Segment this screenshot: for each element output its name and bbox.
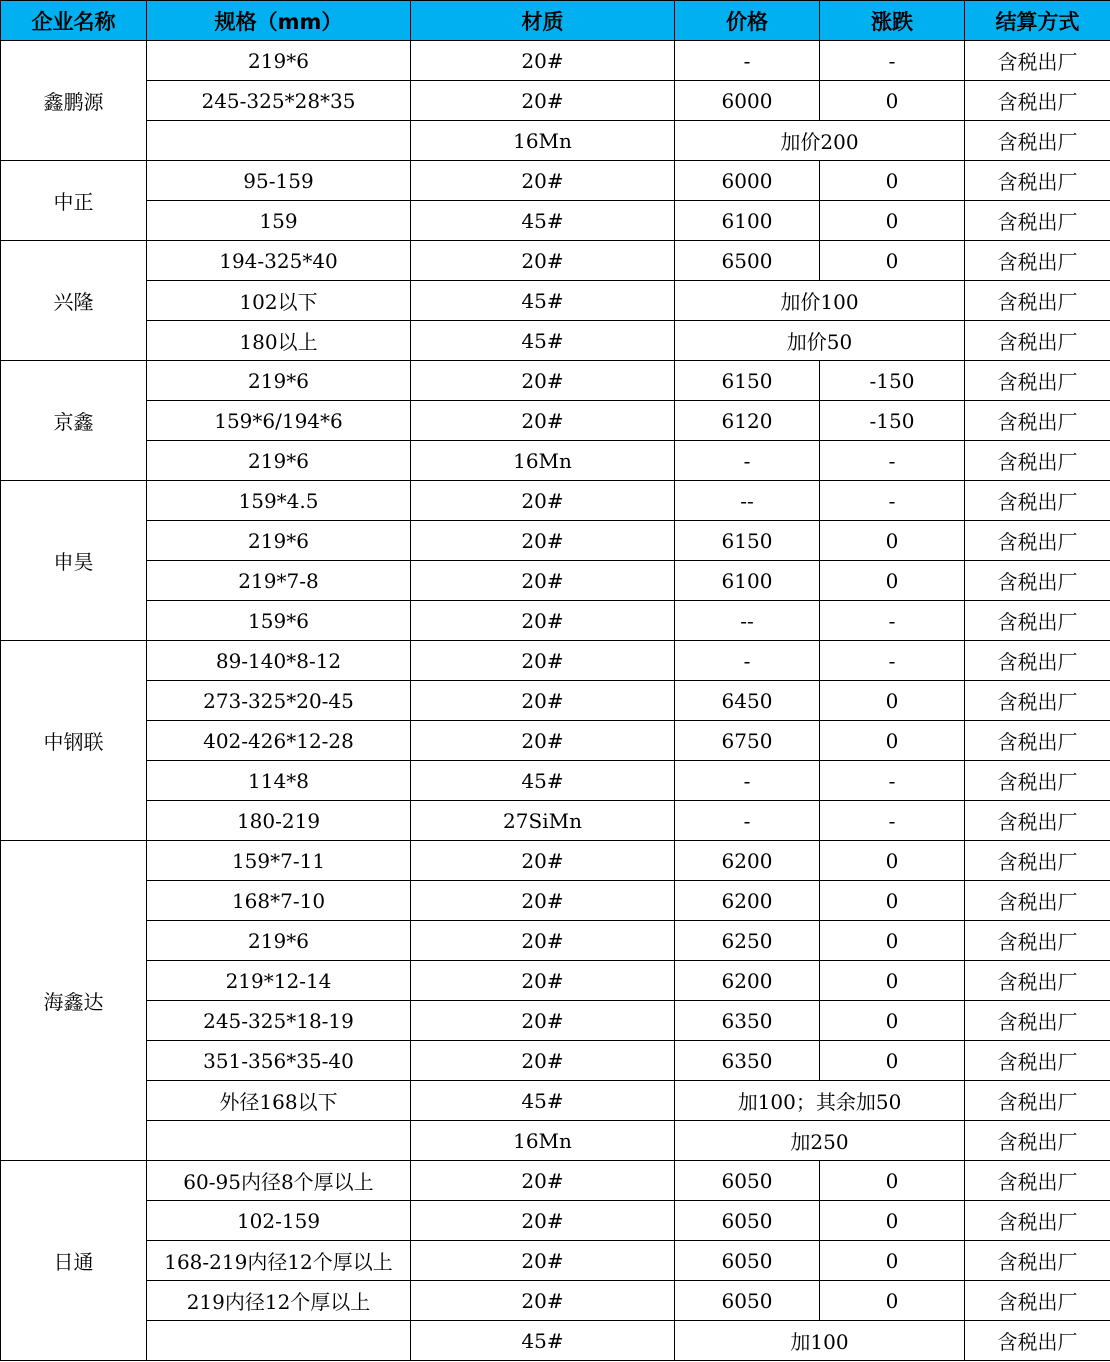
price-cell: - <box>675 641 820 681</box>
settlement-cell: 含税出厂 <box>965 121 1110 161</box>
price-note-cell: 加100 <box>675 1321 965 1361</box>
material-cell: 20# <box>411 561 675 601</box>
table-row <box>1 1081 1110 1121</box>
spec-cell: 245-325*18-19 <box>147 1001 411 1041</box>
price-cell: 6350 <box>675 1001 820 1041</box>
change-cell: -150 <box>820 401 965 441</box>
price-cell: - <box>675 801 820 841</box>
header-company: 企业名称 <box>1 1 147 41</box>
settlement-cell: 含税出厂 <box>965 1081 1110 1121</box>
table-row <box>1 1241 1110 1281</box>
table-row <box>1 641 1110 681</box>
spec-cell: 245-325*28*35 <box>147 81 411 121</box>
header-settlement: 结算方式 <box>965 1 1110 41</box>
table-row <box>1 1321 1110 1361</box>
settlement-cell: 含税出厂 <box>965 801 1110 841</box>
spec-cell: 219*6 <box>147 361 411 401</box>
table-row <box>1 521 1110 561</box>
table-header <box>1 1 1110 41</box>
price-cell: 6050 <box>675 1161 820 1201</box>
material-cell: 20# <box>411 721 675 761</box>
company-name: 京鑫 <box>1 361 147 481</box>
change-cell: - <box>820 441 965 481</box>
material-cell: 20# <box>411 641 675 681</box>
table-row <box>1 401 1110 441</box>
table-row <box>1 481 1110 521</box>
settlement-cell: 含税出厂 <box>965 681 1110 721</box>
table-row <box>1 681 1110 721</box>
spec-cell: 219*12-14 <box>147 961 411 1001</box>
company-name: 申昊 <box>1 481 147 641</box>
table-row <box>1 241 1110 281</box>
material-cell: 45# <box>411 1081 675 1121</box>
change-cell: 0 <box>820 201 965 241</box>
material-cell: 20# <box>411 1041 675 1081</box>
table-row <box>1 881 1110 921</box>
change-cell: - <box>820 641 965 681</box>
spec-cell: 219内径12个厚以上 <box>147 1281 411 1321</box>
spec-cell: 219*6 <box>147 441 411 481</box>
company-name: 中正 <box>1 161 147 241</box>
spec-cell: 219*6 <box>147 521 411 561</box>
price-cell: 6100 <box>675 201 820 241</box>
table-row <box>1 561 1110 601</box>
table-row <box>1 201 1110 241</box>
spec-cell: 168-219内径12个厚以上 <box>147 1241 411 1281</box>
settlement-cell: 含税出厂 <box>965 601 1110 641</box>
settlement-cell: 含税出厂 <box>965 961 1110 1001</box>
spec-cell: 219*6 <box>147 41 411 81</box>
table-row <box>1 721 1110 761</box>
table-row <box>1 601 1110 641</box>
spec-cell: 402-426*12-28 <box>147 721 411 761</box>
settlement-cell: 含税出厂 <box>965 1201 1110 1241</box>
company-name: 鑫鹏源 <box>1 41 147 161</box>
change-cell: 0 <box>820 161 965 201</box>
spec-cell: 219*6 <box>147 921 411 961</box>
change-cell: 0 <box>820 1201 965 1241</box>
settlement-cell: 含税出厂 <box>965 1281 1110 1321</box>
price-cell: 6250 <box>675 921 820 961</box>
header-spec: 规格（mm） <box>147 1 411 41</box>
material-cell: 16Mn <box>411 1121 675 1161</box>
spec-cell: 159*7-11 <box>147 841 411 881</box>
price-cell: 6500 <box>675 241 820 281</box>
table-row <box>1 361 1110 401</box>
price-note-cell: 加价200 <box>675 121 965 161</box>
spec-cell <box>147 121 411 161</box>
spec-cell: 194-325*40 <box>147 241 411 281</box>
change-cell: - <box>820 481 965 521</box>
material-cell: 20# <box>411 1161 675 1201</box>
material-cell: 20# <box>411 681 675 721</box>
spec-cell: 219*7-8 <box>147 561 411 601</box>
table-row <box>1 121 1110 161</box>
price-cell: 6200 <box>675 881 820 921</box>
material-cell: 20# <box>411 361 675 401</box>
change-cell: - <box>820 761 965 801</box>
table-row <box>1 1201 1110 1241</box>
material-cell: 20# <box>411 1241 675 1281</box>
table-row <box>1 321 1110 361</box>
material-cell: 20# <box>411 841 675 881</box>
material-cell: 45# <box>411 201 675 241</box>
material-cell: 20# <box>411 961 675 1001</box>
change-cell: 0 <box>820 1241 965 1281</box>
change-cell: 0 <box>820 1161 965 1201</box>
change-cell: 0 <box>820 881 965 921</box>
change-cell: 0 <box>820 241 965 281</box>
change-cell: 0 <box>820 81 965 121</box>
settlement-cell: 含税出厂 <box>965 81 1110 121</box>
table-row <box>1 841 1110 881</box>
header-row <box>1 1 1110 41</box>
change-cell: - <box>820 801 965 841</box>
settlement-cell: 含税出厂 <box>965 241 1110 281</box>
settlement-cell: 含税出厂 <box>965 1001 1110 1041</box>
material-cell: 20# <box>411 481 675 521</box>
settlement-cell: 含税出厂 <box>965 401 1110 441</box>
change-cell: 0 <box>820 561 965 601</box>
change-cell: - <box>820 41 965 81</box>
material-cell: 45# <box>411 761 675 801</box>
material-cell: 20# <box>411 1281 675 1321</box>
table-row <box>1 41 1110 81</box>
price-cell: 6120 <box>675 401 820 441</box>
price-cell: 6050 <box>675 1281 820 1321</box>
settlement-cell: 含税出厂 <box>965 201 1110 241</box>
material-cell: 45# <box>411 1321 675 1361</box>
change-cell: 0 <box>820 841 965 881</box>
change-cell: 0 <box>820 521 965 561</box>
price-cell: 6000 <box>675 161 820 201</box>
settlement-cell: 含税出厂 <box>965 321 1110 361</box>
spec-cell: 102-159 <box>147 1201 411 1241</box>
settlement-cell: 含税出厂 <box>965 841 1110 881</box>
price-cell: 6150 <box>675 521 820 561</box>
price-cell: 6350 <box>675 1041 820 1081</box>
settlement-cell: 含税出厂 <box>965 521 1110 561</box>
material-cell: 20# <box>411 521 675 561</box>
material-cell: 27SiMn <box>411 801 675 841</box>
table-row <box>1 81 1110 121</box>
material-cell: 20# <box>411 161 675 201</box>
change-cell: 0 <box>820 1281 965 1321</box>
table-row <box>1 1161 1110 1201</box>
spec-cell: 168*7-10 <box>147 881 411 921</box>
table-row <box>1 161 1110 201</box>
price-cell: 6050 <box>675 1241 820 1281</box>
spec-cell: 159*6/194*6 <box>147 401 411 441</box>
change-cell: 0 <box>820 681 965 721</box>
spec-cell: 95-159 <box>147 161 411 201</box>
settlement-cell: 含税出厂 <box>965 881 1110 921</box>
table-row <box>1 281 1110 321</box>
material-cell: 16Mn <box>411 121 675 161</box>
material-cell: 20# <box>411 921 675 961</box>
price-cell: - <box>675 761 820 801</box>
spec-cell: 114*8 <box>147 761 411 801</box>
price-note-cell: 加价100 <box>675 281 965 321</box>
company-name: 中钢联 <box>1 641 147 841</box>
spec-cell: 180-219 <box>147 801 411 841</box>
header-price: 价格 <box>675 1 820 41</box>
settlement-cell: 含税出厂 <box>965 921 1110 961</box>
change-cell: 0 <box>820 1041 965 1081</box>
spec-cell: 180以上 <box>147 321 411 361</box>
settlement-cell: 含税出厂 <box>965 161 1110 201</box>
change-cell: 0 <box>820 1001 965 1041</box>
material-cell: 20# <box>411 401 675 441</box>
settlement-cell: 含税出厂 <box>965 1321 1110 1361</box>
table-row <box>1 1041 1110 1081</box>
material-cell: 20# <box>411 601 675 641</box>
price-cell: - <box>675 41 820 81</box>
spec-cell: 273-325*20-45 <box>147 681 411 721</box>
settlement-cell: 含税出厂 <box>965 481 1110 521</box>
settlement-cell: 含税出厂 <box>965 41 1110 81</box>
spec-cell <box>147 1321 411 1361</box>
price-cell: 6100 <box>675 561 820 601</box>
change-cell: -150 <box>820 361 965 401</box>
table-row <box>1 441 1110 481</box>
price-note-cell: 加250 <box>675 1121 965 1161</box>
settlement-cell: 含税出厂 <box>965 441 1110 481</box>
table-row <box>1 921 1110 961</box>
spec-cell: 159*4.5 <box>147 481 411 521</box>
spec-cell: 159*6 <box>147 601 411 641</box>
table-body <box>1 41 1110 1361</box>
settlement-cell: 含税出厂 <box>965 1121 1110 1161</box>
company-name: 海鑫达 <box>1 841 147 1161</box>
price-cell: 6150 <box>675 361 820 401</box>
change-cell: - <box>820 601 965 641</box>
price-cell: 6050 <box>675 1201 820 1241</box>
spec-cell: 102以下 <box>147 281 411 321</box>
table-row <box>1 761 1110 801</box>
settlement-cell: 含税出厂 <box>965 1241 1110 1281</box>
price-cell: 6200 <box>675 961 820 1001</box>
price-cell: - <box>675 441 820 481</box>
spec-cell: 159 <box>147 201 411 241</box>
company-name: 日通 <box>1 1161 147 1361</box>
price-cell: -- <box>675 481 820 521</box>
change-cell: 0 <box>820 921 965 961</box>
price-cell: 6450 <box>675 681 820 721</box>
table-row <box>1 1281 1110 1321</box>
change-cell: 0 <box>820 961 965 1001</box>
price-cell: -- <box>675 601 820 641</box>
settlement-cell: 含税出厂 <box>965 281 1110 321</box>
company-name: 兴隆 <box>1 241 147 361</box>
settlement-cell: 含税出厂 <box>965 761 1110 801</box>
settlement-cell: 含税出厂 <box>965 361 1110 401</box>
spec-cell: 60-95内径8个厚以上 <box>147 1161 411 1201</box>
spec-cell: 外径168以下 <box>147 1081 411 1121</box>
change-cell: 0 <box>820 721 965 761</box>
table-row <box>1 1121 1110 1161</box>
header-material: 材质 <box>411 1 675 41</box>
material-cell: 20# <box>411 1201 675 1241</box>
spec-cell <box>147 1121 411 1161</box>
price-cell: 6000 <box>675 81 820 121</box>
spec-cell: 351-356*35-40 <box>147 1041 411 1081</box>
price-note-cell: 加100；其余加50 <box>675 1081 965 1121</box>
price-cell: 6200 <box>675 841 820 881</box>
material-cell: 20# <box>411 241 675 281</box>
material-cell: 45# <box>411 321 675 361</box>
table-row <box>1 961 1110 1001</box>
material-cell: 45# <box>411 281 675 321</box>
table-row <box>1 801 1110 841</box>
price-note-cell: 加价50 <box>675 321 965 361</box>
material-cell: 20# <box>411 41 675 81</box>
settlement-cell: 含税出厂 <box>965 1041 1110 1081</box>
material-cell: 16Mn <box>411 441 675 481</box>
settlement-cell: 含税出厂 <box>965 641 1110 681</box>
material-cell: 20# <box>411 881 675 921</box>
header-change: 涨跌 <box>820 1 965 41</box>
table-row <box>1 1001 1110 1041</box>
spec-cell: 89-140*8-12 <box>147 641 411 681</box>
material-cell: 20# <box>411 81 675 121</box>
settlement-cell: 含税出厂 <box>965 561 1110 601</box>
settlement-cell: 含税出厂 <box>965 1161 1110 1201</box>
material-cell: 20# <box>411 1001 675 1041</box>
price-cell: 6750 <box>675 721 820 761</box>
settlement-cell: 含税出厂 <box>965 721 1110 761</box>
